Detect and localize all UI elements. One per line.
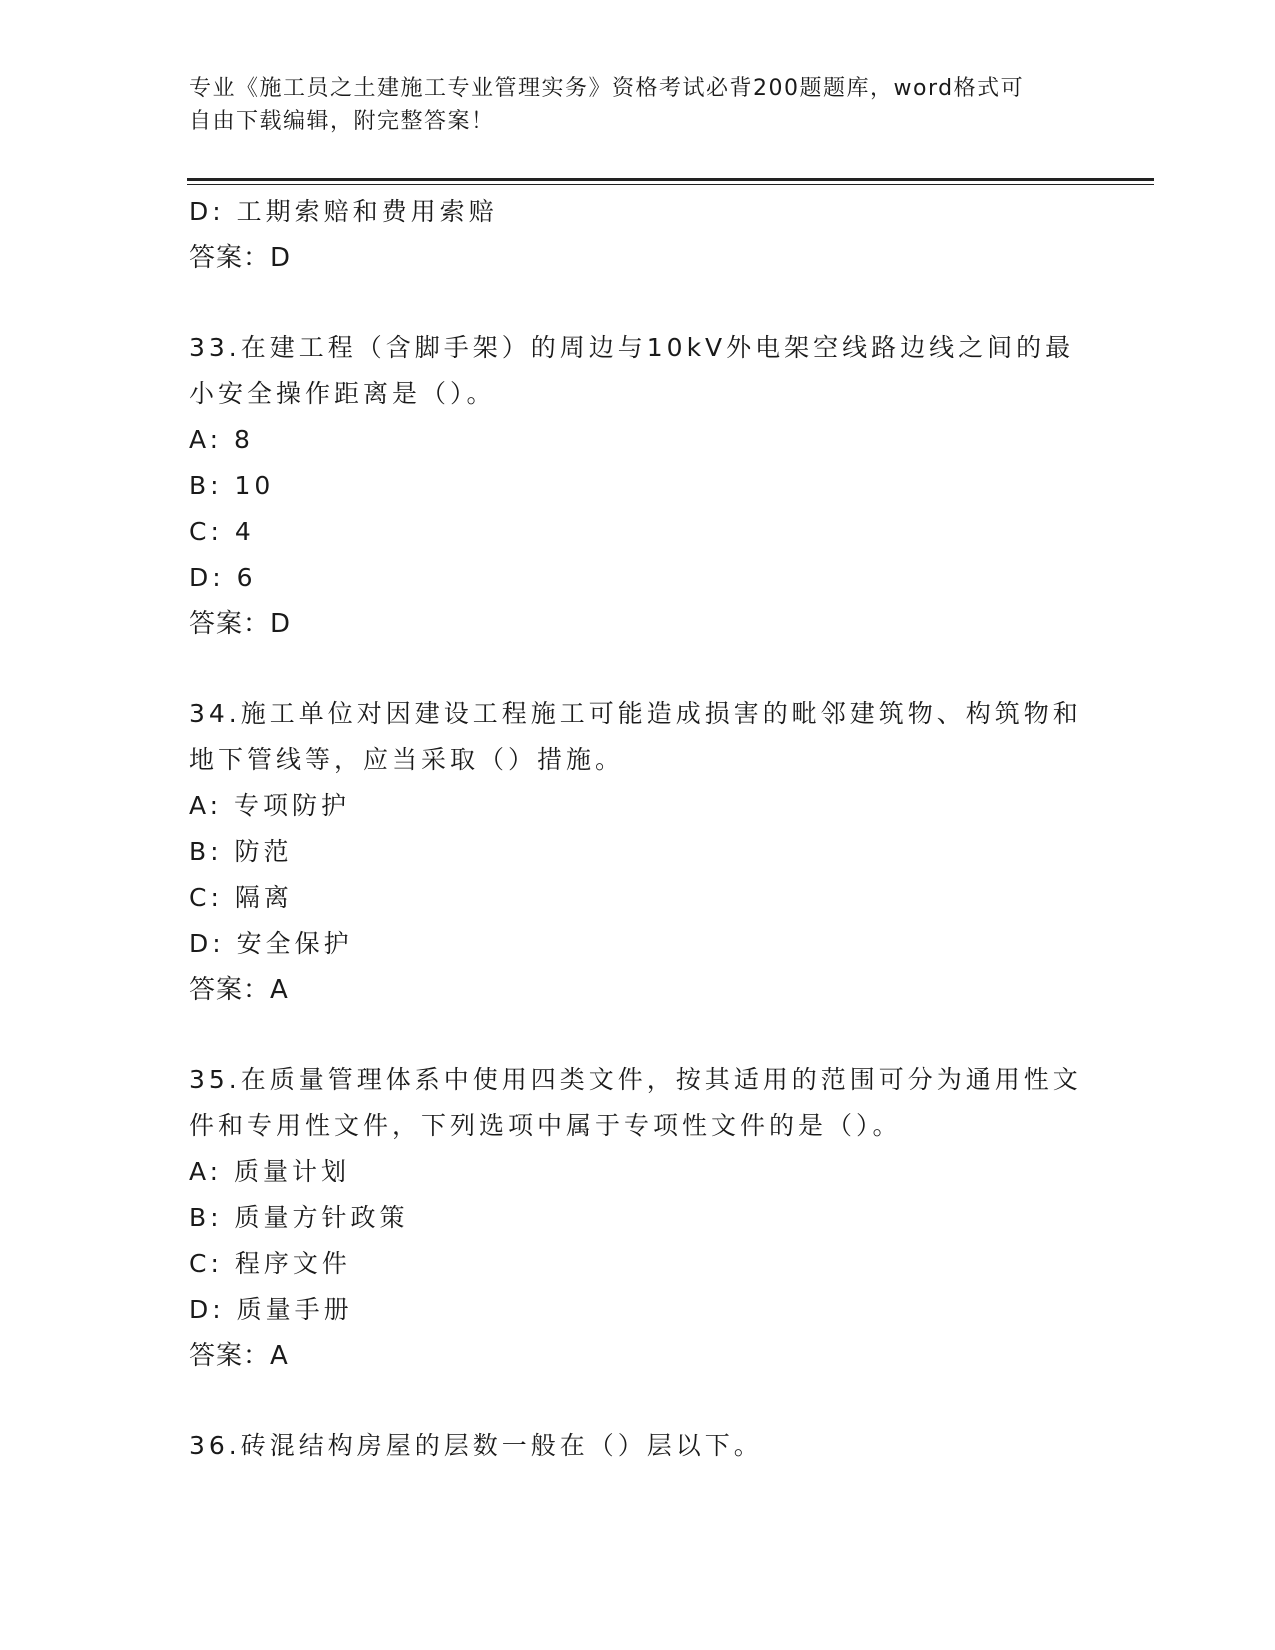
question-text-line-2: 小安全操作距离是（）。 <box>189 379 496 408</box>
question-36 <box>189 1423 1089 1469</box>
question-text-line-2: 地下管线等，应当采取（）措施。 <box>189 745 625 774</box>
header-title-line-2: 自由下载编辑，附完整答案！ <box>189 109 495 134</box>
question-35 <box>189 1057 1089 1379</box>
question-text-line-1: 34.施工单位对因建设工程施工可能造成损害的毗邻建筑物、构筑物和 <box>189 699 1082 728</box>
option-d: D: 质量手册 <box>189 1295 353 1324</box>
option-b: B: 防范 <box>189 837 293 866</box>
question-text-line-1: 33.在建工程（含脚手架）的周边与10kV外电架空线路边线之间的最 <box>189 333 1075 362</box>
option-b: B: 10 <box>189 471 275 500</box>
document-header <box>189 72 1089 138</box>
option-d: D: 安全保护 <box>189 929 353 958</box>
answer-line: 答案：D <box>189 243 292 273</box>
option-a: A: 8 <box>189 425 254 454</box>
question-34 <box>189 691 1089 1013</box>
question-text-line-1: 36.砖混结构房屋的层数一般在（）层以下。 <box>189 1431 763 1460</box>
answer-line: 答案：A <box>189 1341 289 1371</box>
option-a: A: 专项防护 <box>189 791 351 820</box>
option-b: B: 质量方针政策 <box>189 1203 409 1232</box>
question-text-line-2: 件和专用性文件，下列选项中属于专项性文件的是（）。 <box>189 1111 902 1140</box>
question-33 <box>189 325 1089 647</box>
option-c: C: 隔离 <box>189 883 293 912</box>
option-c: C: 4 <box>189 517 255 546</box>
header-divider-thick <box>187 178 1154 181</box>
answer-line: 答案：A <box>189 975 289 1005</box>
option-c: C: 程序文件 <box>189 1249 351 1278</box>
option-d: D: 6 <box>189 563 257 592</box>
option-d: D: 工期索赔和费用索赔 <box>189 197 498 226</box>
header-title-line-1: 专业《施工员之土建施工专业管理实务》资格考试必背200题题库，word格式可 <box>189 76 1025 101</box>
previous-question-tail <box>189 189 1089 281</box>
question-list <box>189 189 1089 1469</box>
answer-line: 答案：D <box>189 609 292 639</box>
option-a: A: 质量计划 <box>189 1157 351 1186</box>
question-text-line-1: 35.在质量管理体系中使用四类文件，按其适用的范围可分为通用性文 <box>189 1065 1082 1094</box>
header-divider-thin <box>187 184 1154 185</box>
